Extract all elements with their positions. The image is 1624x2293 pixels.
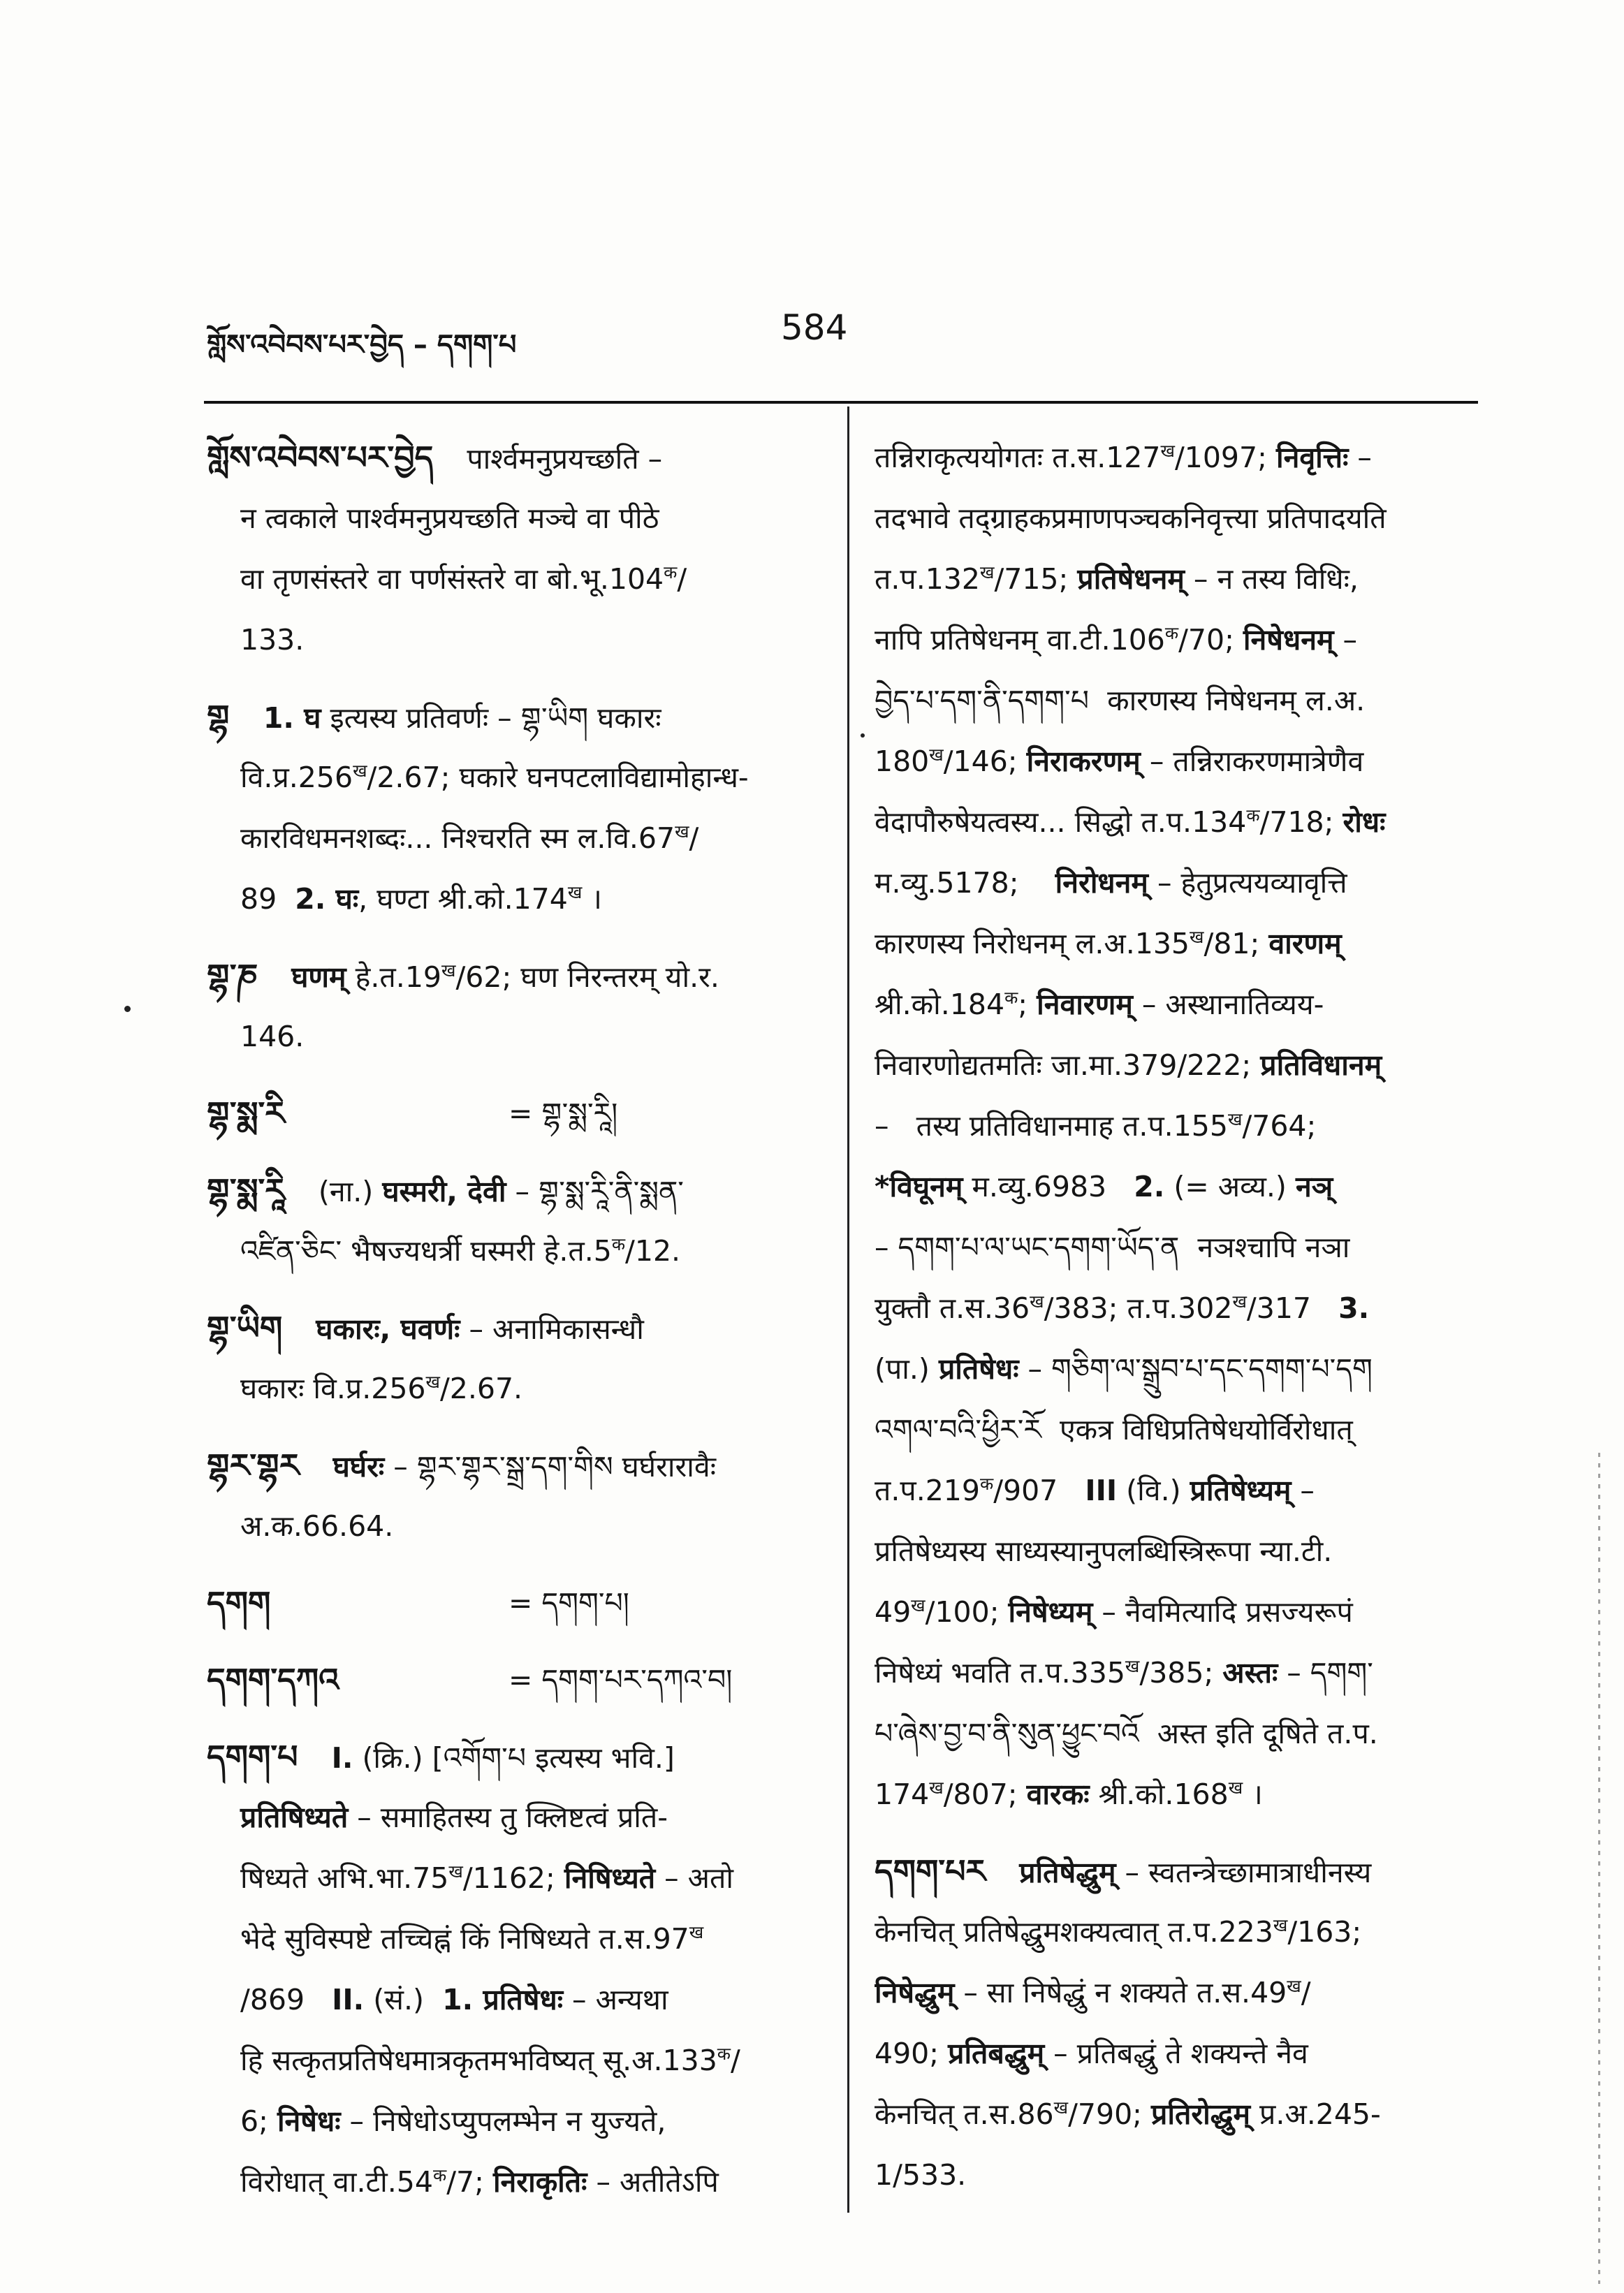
text-run: । (1243, 1778, 1263, 1811)
equivalent-term: *विघूनम् (875, 1170, 963, 1203)
text-run: /62; घण निरन्तरम् यो.र. (455, 960, 719, 994)
entry-line (875, 1278, 1479, 1339)
text-run: /1162; (462, 1861, 564, 1895)
text-run: भेदे सुविस्पष्टे तच्चिह्नं किं निषिध्यते त.स.97 (240, 1922, 689, 1956)
equivalent-term: प्रतिविधानम् (1260, 1048, 1382, 1082)
equivalent-term: घणम् (291, 960, 346, 994)
text-run: – अनामिकासन्धौ (460, 1312, 644, 1346)
folio-side-superscript: ख (929, 1778, 944, 1798)
headword: གྷ་ཎ (207, 957, 258, 995)
headword: དགག་པ (207, 1738, 298, 1775)
page-number: 584 (781, 307, 848, 348)
equivalent-term: निषेद्धुम् (875, 1976, 955, 2009)
dictionary-entry (207, 1435, 821, 1557)
entry-head-line (207, 427, 821, 488)
text-run: /907 (993, 1474, 1085, 1507)
folio-side-superscript: ख (1287, 1976, 1301, 1996)
text-run: 146. (240, 1020, 305, 1053)
text-run: वेदापौरुषेयत्वस्य... सिद्धो त.प.134 (875, 805, 1247, 839)
text-run: म.व्यु.6983 (963, 1170, 1134, 1203)
text-run: म.व्यु.5178; (875, 866, 1055, 900)
folio-side-superscript: ख (1190, 927, 1204, 947)
text-run: वा तृणसंस्तरे वा पर्णसंस्तरे वा बो.भू.104 (240, 562, 664, 596)
text-run: प्र.अ.245- (1250, 2097, 1381, 2131)
text-run: – नैवमित्यादि प्रसज्यरूपं (1092, 1595, 1353, 1629)
equivalent-term: 1. प्रतिषेधः (442, 1983, 563, 2016)
text-run: /718; (1259, 805, 1343, 839)
text-run: – གཅིག་ལ་སྒྲུབ་པ་དང་དགག་པ་དག (1018, 1352, 1373, 1386)
entry-line (875, 974, 1479, 1035)
folio-side-superscript: क (979, 1474, 994, 1494)
folio-side-superscript: ख (1053, 2097, 1069, 2118)
equivalent-term: प्रतिषिध्यते (240, 1801, 349, 1834)
folio-side-superscript: ख (979, 562, 995, 583)
entry-line (875, 2023, 1479, 2084)
text-run: – निषेधोऽप्युपलम्भेन न युज्यते, (340, 2104, 666, 2138)
text-run: कारणस्य निरोधनम् ल.अ.135 (875, 927, 1190, 960)
folio-side-superscript: ख (911, 1595, 926, 1616)
equivalent-term: निषिध्यते (564, 1861, 656, 1895)
entry-head-line (207, 1160, 821, 1221)
entry-head-line (207, 687, 821, 747)
entry-line (875, 488, 1479, 549)
entry-line (875, 1582, 1479, 1643)
text-run: – अतो (655, 1861, 733, 1895)
text-run: (क्रि.) [འགོག་པ इत्यस्य भवि.] (353, 1741, 675, 1775)
cross-reference: = དགག་པར་དཀའ་བ། (509, 1663, 733, 1697)
entry-line (875, 1460, 1479, 1521)
text-run: བྱེད་པ་དག་ནི་དགག་པ कारणस्य निषेधनम् ल.अ. (875, 684, 1366, 717)
text-run: (ना.) (318, 1175, 383, 1208)
entry-line (875, 427, 1479, 488)
equivalent-term: 2. घः (295, 882, 359, 916)
text-run: /12. (625, 1234, 681, 1268)
text-run: न त्वकाले पार्श्वमनुप्रयच्छति मञ्चे वा पीठे (240, 501, 659, 535)
text-run: 89 (240, 882, 295, 916)
text-run: – समाहितस्य तु क्लिष्टत्वं प्रति- (348, 1801, 668, 1834)
entry-line (207, 1848, 821, 1909)
text-run: । (582, 882, 602, 916)
text-run: (= अव्य.) (1164, 1170, 1296, 1203)
entry-head-line (207, 1435, 821, 1496)
entry-line (207, 549, 821, 610)
text-run: ; (1018, 988, 1037, 1021)
text-run: पार्श्वमनुप्रयच्छति – (467, 442, 663, 476)
text-run: तदभावे तद्ग्राहकप्रमाणपञ्चकनिवृत्त्या प्रतिपादयति (875, 501, 1387, 535)
text-run: – (1333, 623, 1358, 657)
text-run: /790; (1068, 2097, 1151, 2131)
text-run: འཛིན་ཅིང་ भैषज्यधर्त्री घस्मरी हे.त.5 (240, 1234, 612, 1268)
text-run: པ་ཞེས་བྱ་བ་ནི་སུན་ཕྱུང་བའོ अस्त इति दूषिते त.प. (875, 1717, 1378, 1750)
entry-line (207, 2091, 821, 2152)
scan-speck (124, 1006, 131, 1012)
equivalent-term: निषेधः (277, 2104, 341, 2138)
text-run: /869 (240, 1983, 332, 2016)
folio-side-superscript: क (1164, 623, 1179, 643)
entry-line (875, 731, 1479, 792)
entry-line (207, 610, 821, 671)
equivalent-term: निषेध्यम् (1008, 1595, 1093, 1629)
folio-side-superscript: ख (1125, 1656, 1140, 1676)
folio-side-superscript: क (717, 2044, 731, 2064)
entry-line (875, 671, 1479, 731)
dictionary-entry (207, 946, 821, 1067)
entry-line (875, 1400, 1479, 1460)
entry-line (207, 488, 821, 549)
entry-line (875, 914, 1479, 974)
equivalent-term: III (1085, 1474, 1118, 1507)
text-run: षिध्यते अभि.भा.75 (240, 1861, 449, 1895)
headword: གློས་འབེབས་པར་བྱེད (207, 439, 434, 476)
text-run: /2.67; घकारे घनपटलाविद्यामोहान्ध- (367, 761, 749, 794)
entry-line (207, 2152, 821, 2213)
entry-line (207, 1909, 821, 1970)
equivalent-term: निरोधनम् (1055, 866, 1148, 900)
entry-line (875, 2084, 1479, 2145)
text-run: घकारः वि.प्र.256 (240, 1372, 426, 1405)
entry-line (875, 549, 1479, 610)
entry-line (207, 1970, 821, 2030)
text-run: – प्रतिबद्धुं ते शक्यन्ते नैव (1044, 2037, 1308, 2070)
text-run: /2.67. (439, 1372, 523, 1405)
equivalent-term: अस्तः (1222, 1656, 1278, 1690)
text-run: – གྷ་སྨ་རཱི་ནི་སྨན་ (506, 1175, 684, 1208)
text-run: 133. (240, 623, 305, 657)
text-run: श्री.को.168 (1089, 1778, 1229, 1811)
text-run: /764; (1242, 1109, 1317, 1143)
text-run: /807; (943, 1778, 1027, 1811)
headword: དགག (207, 1584, 271, 1622)
equivalent-term: घर्घरः (332, 1450, 385, 1484)
folio-side-superscript: ख (441, 960, 456, 981)
folio-side-superscript: ख (448, 1861, 463, 1882)
headword: གྷ (207, 698, 230, 735)
folio-side-superscript: ख (689, 1922, 704, 1942)
text-run: (सं.) (364, 1983, 443, 2016)
entry-line (875, 1339, 1479, 1400)
text-run: /163; (1287, 1915, 1362, 1949)
headword: གྷ་ཡིག (207, 1309, 283, 1347)
folio-side-superscript: ख (1227, 1109, 1243, 1129)
equivalent-term: 3. (1338, 1291, 1370, 1325)
folio-side-superscript: क (664, 562, 678, 583)
scan-edge-artifact (1598, 1453, 1600, 2284)
dictionary-entry (207, 1573, 821, 1634)
equivalent-term: घकारः, घवर्णः (316, 1312, 460, 1346)
text-run: इत्यस्य प्रतिवर्णः – གྷ་ཡིག घकारः (321, 701, 661, 735)
text-run: वि.प्र.256 (240, 761, 353, 794)
folio-side-superscript: ख (567, 882, 583, 902)
entry-line (875, 610, 1479, 671)
text-run: /70; (1178, 623, 1243, 657)
text-run: /715; (994, 562, 1078, 596)
equivalent-term: प्रतिबद्धुम् (948, 2037, 1045, 2070)
entry-line (207, 1358, 821, 1419)
entry-line (875, 1096, 1479, 1157)
equivalent-term: नञ् (1295, 1170, 1333, 1203)
equivalent-term: निवृत्तिः (1275, 441, 1349, 474)
entry-head-line (207, 1727, 821, 1787)
entry-line (207, 869, 821, 930)
text-run: – अस्थानातिव्यय- (1132, 988, 1324, 1021)
text-run: – स्वतन्त्रेच्छामात्राधीनस्य (1115, 1856, 1372, 1889)
text-run: केनचित् त.स.86 (875, 2097, 1054, 2131)
text-run: / (689, 821, 699, 855)
equivalent-term: प्रतिषेद्धुम् (1019, 1856, 1116, 1889)
equivalent-term: 1. घ (263, 701, 321, 735)
text-run: – (1348, 441, 1372, 474)
entry-line (875, 1157, 1479, 1217)
equivalent-term: II. (332, 1983, 365, 2016)
running-head: གློས་འབེབས་པར་བྱེད – དགག་པ (207, 329, 517, 361)
entry-head-line (875, 1841, 1479, 1902)
text-run: विरोधात् वा.टी.54 (240, 2165, 433, 2199)
entry-line (875, 1035, 1479, 1096)
text-run: – གྷར་གྷར་སྒྲ་དག་གིས घर्घरारावैः (384, 1450, 716, 1484)
text-run: /385; (1139, 1656, 1223, 1690)
entry-line (875, 1643, 1479, 1704)
entry-line (875, 1217, 1479, 1278)
text-run: 174 (875, 1778, 930, 1811)
text-run: तन्निराकृत्ययोगतः त.स.127 (875, 441, 1161, 474)
header-rule (204, 401, 1478, 404)
entry-line (875, 2145, 1479, 2206)
text-run: /1097; (1174, 441, 1276, 474)
headword: གྷར་གྷར (207, 1446, 300, 1484)
entry-line (875, 1764, 1479, 1825)
folio-side-superscript: ख (1228, 1778, 1243, 1798)
folio-side-superscript: ख (1160, 441, 1175, 461)
entry-line (875, 1963, 1479, 2023)
text-run: – तन्निराकरणमात्रेणैव (1140, 745, 1364, 778)
dictionary-entry (875, 1841, 1479, 2206)
dictionary-entry (207, 1083, 821, 1144)
text-run: केनचित् प्रतिषेद्धुमशक्यत्वात् त.प.223 (875, 1915, 1273, 1949)
text-run: 6; (240, 2104, 277, 2138)
text-run: – न तस्य विधिः, (1184, 562, 1359, 596)
entry-line (875, 792, 1479, 853)
equivalent-term: निराकरणम् (1026, 745, 1141, 778)
cross-reference: = གྷ་སྨ་རཱི། (509, 1097, 618, 1130)
text-run: 490; (875, 2037, 949, 2070)
headword: དགག་པར (875, 1852, 986, 1890)
text-run: युक्तौ त.स.36 (875, 1291, 1030, 1325)
folio-side-superscript: क (1246, 805, 1260, 826)
text-run: – དགག་ (1278, 1656, 1373, 1690)
text-run: / (677, 562, 687, 596)
text-run: , घण्टा श्री.को.174 (358, 882, 568, 916)
folio-side-superscript: ख (675, 821, 689, 842)
dictionary-entry (207, 687, 821, 930)
text-run: – དགག་པ་ལ་ཡང་དགག་ཡོད་ན नञश्चापि नञा (875, 1231, 1350, 1264)
text-run: / (1301, 1976, 1311, 2009)
equivalent-term: प्रतिषेधनम् (1077, 562, 1185, 596)
text-run: कारविधमनशब्दः... निश्चरति स्म ल.वि.67 (240, 821, 675, 855)
equivalent-term: प्रतिषेधः (938, 1352, 1019, 1386)
text-run: /7; (446, 2165, 493, 2199)
headword: དགག་དཀའ (207, 1661, 339, 1699)
dictionary-entry (875, 427, 1479, 1825)
text-run: 180 (875, 745, 930, 778)
text-run: – अन्यथा (563, 1983, 668, 2016)
folio-side-superscript: क (611, 1234, 626, 1254)
text-run: /317 (1246, 1291, 1339, 1325)
equivalent-term: निषेधनम् (1243, 623, 1334, 657)
headword: གྷ་སྨ་རི (207, 1094, 285, 1132)
folio-side-superscript: ख (1273, 1915, 1288, 1935)
column-divider (847, 406, 849, 2213)
equivalent-term: वारकः (1026, 1778, 1090, 1811)
equivalent-term: निवारणम् (1037, 988, 1133, 1021)
entry-line (207, 1787, 821, 1848)
entry-line (875, 1521, 1479, 1582)
text-run: – तस्य प्रतिविधानमाह त.प.155 (875, 1109, 1228, 1143)
text-run: निषेध्यं भवति त.प.335 (875, 1656, 1125, 1690)
equivalent-term: I. (331, 1741, 353, 1775)
equivalent-term: 2. (1134, 1170, 1165, 1203)
text-run: नापि प्रतिषेधनम् वा.टी.106 (875, 623, 1165, 657)
folio-side-superscript: ख (1232, 1291, 1247, 1312)
text-run: འགལ་བའི་ཕྱིར་རོ एकत्र विधिप्रतिषेधयोर्विरोधात् (875, 1413, 1353, 1446)
entry-line (207, 1221, 821, 1282)
text-run: हि सत्कृतप्रतिषेधमात्रकृतमभविष्यत् सू.अ.133 (240, 2044, 717, 2077)
entry-head-line (207, 1573, 821, 1634)
dictionary-entry (207, 1298, 821, 1419)
entry-head-line (207, 1298, 821, 1358)
folio-side-superscript: ख (425, 1372, 440, 1392)
text-run: (पा.) (875, 1352, 939, 1386)
equivalent-term: वारणम् (1268, 927, 1342, 960)
left-column (207, 427, 821, 2213)
folio-side-superscript: ख (929, 745, 944, 765)
folio-side-superscript: क (1004, 988, 1018, 1008)
scan-speck (861, 733, 865, 738)
dictionary-entry (207, 1160, 821, 1282)
entry-line (875, 853, 1479, 914)
text-run: – अतीतेऽपि (587, 2165, 719, 2199)
text-run: त.प.219 (875, 1474, 980, 1507)
right-column (875, 427, 1479, 2206)
dictionary-entry (207, 427, 821, 671)
equivalent-term: निराकृतिः (492, 2165, 587, 2199)
entry-line (207, 747, 821, 808)
text-run: /146; (943, 745, 1027, 778)
equivalent-term: प्रतिषेध्यम् (1190, 1474, 1292, 1507)
text-run: 1/533. (875, 2158, 967, 2192)
text-run: श्री.को.184 (875, 988, 1005, 1021)
text-run: हे.त.19 (346, 960, 442, 994)
folio-side-superscript: क (432, 2165, 447, 2185)
entry-line (875, 1902, 1479, 1963)
entry-head-line (207, 946, 821, 1006)
text-run: 49 (875, 1595, 912, 1629)
text-run: / (730, 2044, 740, 2077)
text-run: /81; (1204, 927, 1269, 960)
folio-side-superscript: ख (1030, 1291, 1044, 1312)
dictionary-entry (207, 1650, 821, 1710)
headword: གྷ་སྨ་རཱི (207, 1171, 285, 1209)
folio-side-superscript: ख (353, 761, 367, 781)
text-run: प्रतिषेध्यस्य साध्यस्यानुपलब्धिस्त्रिरूपा न्या.टी. (875, 1534, 1333, 1568)
text-run: /383; त.प.302 (1044, 1291, 1233, 1325)
entry-head-line (207, 1650, 821, 1710)
entry-head-line (207, 1083, 821, 1144)
text-run: अ.क.66.64. (240, 1509, 394, 1543)
entry-line (207, 1496, 821, 1557)
entry-line (875, 1704, 1479, 1764)
text-run: (वि.) (1117, 1474, 1190, 1507)
text-run: /100; (925, 1595, 1009, 1629)
entry-line (207, 808, 821, 869)
entry-line (207, 1006, 821, 1067)
entry-line (207, 2030, 821, 2091)
equivalent-term: रोधः (1343, 805, 1386, 839)
text-run: – (1291, 1474, 1315, 1507)
cross-reference: = དགག་པ། (509, 1586, 629, 1620)
text-run: – सा निषेद्धुं न शक्यते त.स.49 (954, 1976, 1287, 2009)
text-run: – हेतुप्रत्ययव्यावृत्ति (1148, 866, 1347, 900)
text-run: निवारणोद्यतमतिः जा.मा.379/222; (875, 1048, 1261, 1082)
text-run: त.प.132 (875, 562, 980, 596)
dictionary-entry (207, 1727, 821, 2213)
equivalent-term: घस्मरी, देवी (382, 1175, 506, 1208)
equivalent-term: प्रतिरोद्धुम् (1151, 2097, 1250, 2131)
